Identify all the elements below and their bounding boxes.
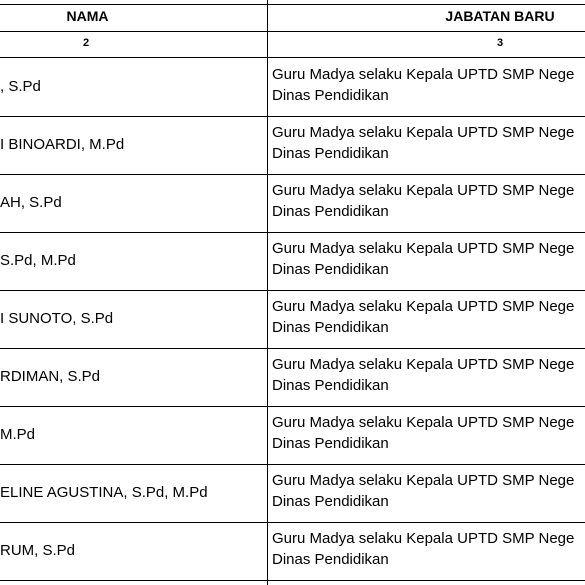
job-line-2: Dinas Pendidikan <box>272 87 389 104</box>
row-divider <box>0 174 585 175</box>
name-text: M.Pd <box>0 426 36 443</box>
column-header-nama: NAMA <box>66 8 109 24</box>
job-line-1: Guru Madya selaku Kepala UPTD SMP Nege <box>272 182 575 199</box>
table-row-name <box>0 252 267 272</box>
table-row-job <box>272 122 585 164</box>
job-line-2: Dinas Pendidikan <box>272 203 389 220</box>
name-text: ELINE AGUSTINA, S.Pd, M.Pd <box>0 484 208 501</box>
table-row-name <box>0 310 267 330</box>
table-row-name <box>0 194 267 214</box>
row-divider <box>0 116 585 117</box>
table-row-job <box>272 528 585 570</box>
table-row-job <box>272 238 585 280</box>
table-row-job <box>272 64 585 106</box>
job-line-2: Dinas Pendidikan <box>272 551 389 568</box>
job-line-1: Guru Madya selaku Kepala UPTD SMP Nege <box>272 66 575 83</box>
job-line-1: Guru Madya selaku Kepala UPTD SMP Nege <box>272 414 575 431</box>
table-row-name <box>0 368 267 388</box>
table-row-name <box>0 136 267 156</box>
row-divider <box>0 232 585 233</box>
row-divider <box>0 57 585 58</box>
table-row-name <box>0 484 267 504</box>
name-text: I BINOARDI, M.Pd <box>0 136 125 153</box>
table-row-job <box>272 470 585 512</box>
name-text: I SUNOTO, S.Pd <box>0 310 114 327</box>
row-divider <box>0 4 585 5</box>
name-text: , S.Pd <box>0 78 41 95</box>
table-row-job <box>272 412 585 454</box>
job-line-1: Guru Madya selaku Kepala UPTD SMP Nege <box>272 530 575 547</box>
name-text: AH, S.Pd <box>0 194 62 211</box>
table-row-name <box>0 78 267 98</box>
row-divider <box>0 522 585 523</box>
row-divider <box>0 31 585 32</box>
table-row-job <box>272 180 585 222</box>
job-line-1: Guru Madya selaku Kepala UPTD SMP Nege <box>272 472 575 489</box>
table-row-job <box>272 354 585 396</box>
job-line-2: Dinas Pendidikan <box>272 261 389 278</box>
row-divider <box>0 290 585 291</box>
name-text: RDIMAN, S.Pd <box>0 368 101 385</box>
job-line-2: Dinas Pendidikan <box>272 435 389 452</box>
row-divider <box>0 348 585 349</box>
column-header-jabatan-baru: JABATAN BARU <box>445 8 555 24</box>
column-divider <box>267 0 268 585</box>
row-divider <box>0 406 585 407</box>
column-number-2: 2 <box>82 37 90 49</box>
table-row-name <box>0 542 267 562</box>
job-line-2: Dinas Pendidikan <box>272 319 389 336</box>
job-line-1: Guru Madya selaku Kepala UPTD SMP Nege <box>272 124 575 141</box>
row-divider <box>0 464 585 465</box>
table-row-job <box>272 296 585 338</box>
job-line-2: Dinas Pendidikan <box>272 145 389 162</box>
table-row-name <box>0 426 267 446</box>
row-divider <box>0 580 585 581</box>
job-line-1: Guru Madya selaku Kepala UPTD SMP Nege <box>272 356 575 373</box>
job-line-2: Dinas Pendidikan <box>272 377 389 394</box>
name-text: S.Pd, M.Pd <box>0 252 76 269</box>
job-line-1: Guru Madya selaku Kepala UPTD SMP Nege <box>272 298 575 315</box>
job-line-2: Dinas Pendidikan <box>272 493 389 510</box>
name-text: RUM, S.Pd <box>0 542 76 559</box>
column-number-3: 3 <box>496 37 504 49</box>
job-line-1: Guru Madya selaku Kepala UPTD SMP Nege <box>272 240 575 257</box>
